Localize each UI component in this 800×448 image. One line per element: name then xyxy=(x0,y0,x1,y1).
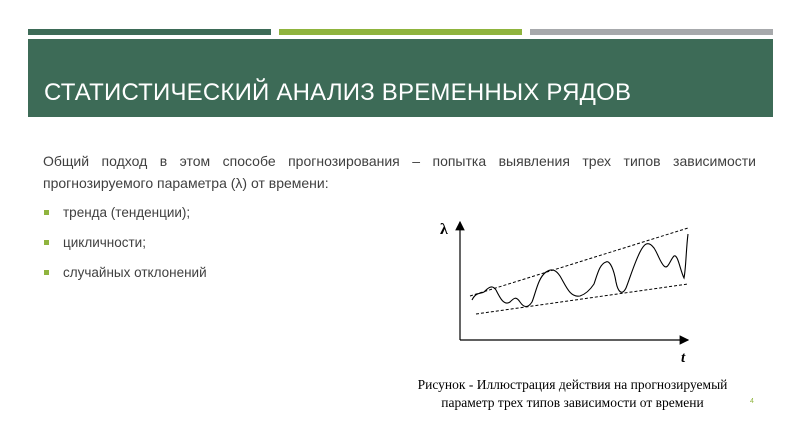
square-bullet-icon xyxy=(44,210,49,215)
lower-trend-bound xyxy=(476,284,688,314)
accent-stripe-green xyxy=(28,29,271,35)
bullet-list xyxy=(43,203,207,293)
bullet-text: цикличности; xyxy=(63,235,146,250)
square-bullet-icon xyxy=(44,270,49,275)
x-axis-symbol: t xyxy=(681,350,686,366)
bullet-text: тренда (тенденции); xyxy=(63,205,191,220)
bullet-item-random xyxy=(43,263,207,293)
bullet-item-cyclicity xyxy=(43,233,207,263)
intro-paragraph: Общий подход в этом способе прогнозирования – попытка выявления трех типов зависимости прогнозируемого параметра (λ) от времени: xyxy=(43,153,756,191)
y-axis-symbol: λ xyxy=(440,221,448,238)
page-number: 4 xyxy=(750,398,754,405)
time-series-curve xyxy=(472,234,688,307)
accent-stripe-gray xyxy=(530,29,773,35)
slide-title: СТАТИСТИЧЕСКИЙ АНАЛИЗ ВРЕМЕННЫХ РЯДОВ xyxy=(44,79,632,106)
bullet-text: случайных отклонений xyxy=(63,265,207,280)
upper-trend-bound xyxy=(470,228,688,296)
caption-line-2: параметр трех типов зависимости от времени xyxy=(441,395,704,410)
accent-stripe-lime xyxy=(279,29,522,35)
figure-caption xyxy=(390,376,755,412)
time-series-figure xyxy=(430,212,710,372)
square-bullet-icon xyxy=(44,240,49,245)
bullet-item-trend xyxy=(43,203,207,233)
title-band xyxy=(28,39,773,117)
caption-line-1: Рисунок - Иллюстрация действия на прогнозируемый xyxy=(417,377,728,392)
